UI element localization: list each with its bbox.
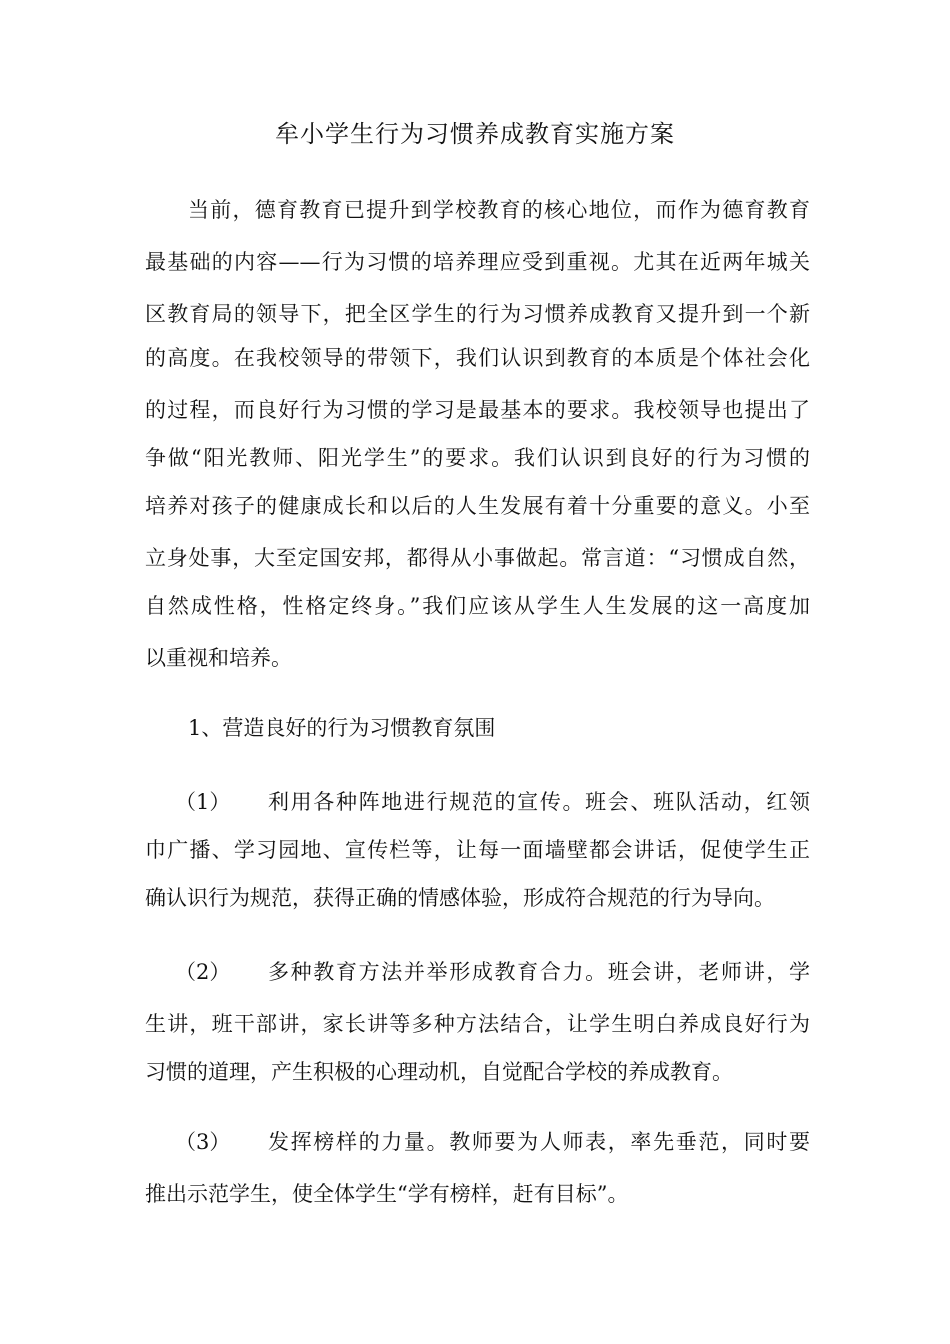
paragraph-line: 习惯的道理，产生积极的心理动机，自觉配合学校的养成教育。: [145, 1060, 733, 1084]
paragraph-line: 自然成性格，性格定终身。”我们应该从学生人生发展的这一高度加: [145, 594, 810, 618]
paragraph-line: 当前，德育教育已提升到学校教育的核心地位，而作为德育教育: [188, 198, 810, 222]
paragraph-line: 区教育局的领导下，把全区学生的行为习惯养成教育又提升到一个新: [145, 302, 810, 326]
item-number: （2）: [175, 960, 231, 984]
paragraph-line: 培养对孩子的健康成长和以后的人生发展有着十分重要的意义。小至: [145, 494, 810, 518]
item-text: 多种教育方法并举形成教育合力。班会讲，老师讲，学: [268, 960, 810, 984]
paragraph-line: 的过程，而良好行为习惯的学习是最基本的要求。我校领导也提出了: [145, 398, 810, 422]
paragraph-line: 最基础的内容——行为习惯的培养理应受到重视。尤其在近两年城关: [145, 250, 810, 274]
paragraph-line: 以重视和培养。: [145, 646, 292, 670]
paragraph-line: 确认识行为规范，获得正确的情感体验，形成符合规范的行为导向。: [145, 886, 775, 910]
paragraph-line: 生讲，班干部讲，家长讲等多种方法结合，让学生明白养成良好行为: [145, 1012, 810, 1036]
item-number: （3）: [175, 1130, 231, 1154]
item-number: （1）: [175, 790, 231, 814]
item-text: 发挥榜样的力量。教师要为人师表，率先垂范，同时要: [268, 1130, 810, 1154]
paragraph-line: 的高度。在我校领导的带领下，我们认识到教育的本质是个体社会化: [145, 346, 810, 370]
paragraph-line: 推出示范学生，使全体学生“学有榜样，赶有目标”。: [145, 1182, 629, 1206]
paragraph-line: 巾广播、学习园地、宣传栏等，让每一面墙壁都会讲话，促使学生正: [145, 838, 810, 862]
section-heading: 1、营造良好的行为习惯教育氛围: [188, 716, 496, 740]
item-text: 利用各种阵地进行规范的宣传。班会、班队活动，红领: [268, 790, 810, 814]
paragraph-line: 立身处事，大至定国安邦，都得从小事做起。常言道：“习惯成自然，: [145, 546, 810, 570]
document-title: 牟小学生行为习惯养成教育实施方案: [275, 120, 675, 148]
paragraph-line: 争做“阳光教师、阳光学生”的要求。我们认识到良好的行为习惯的: [145, 446, 810, 470]
